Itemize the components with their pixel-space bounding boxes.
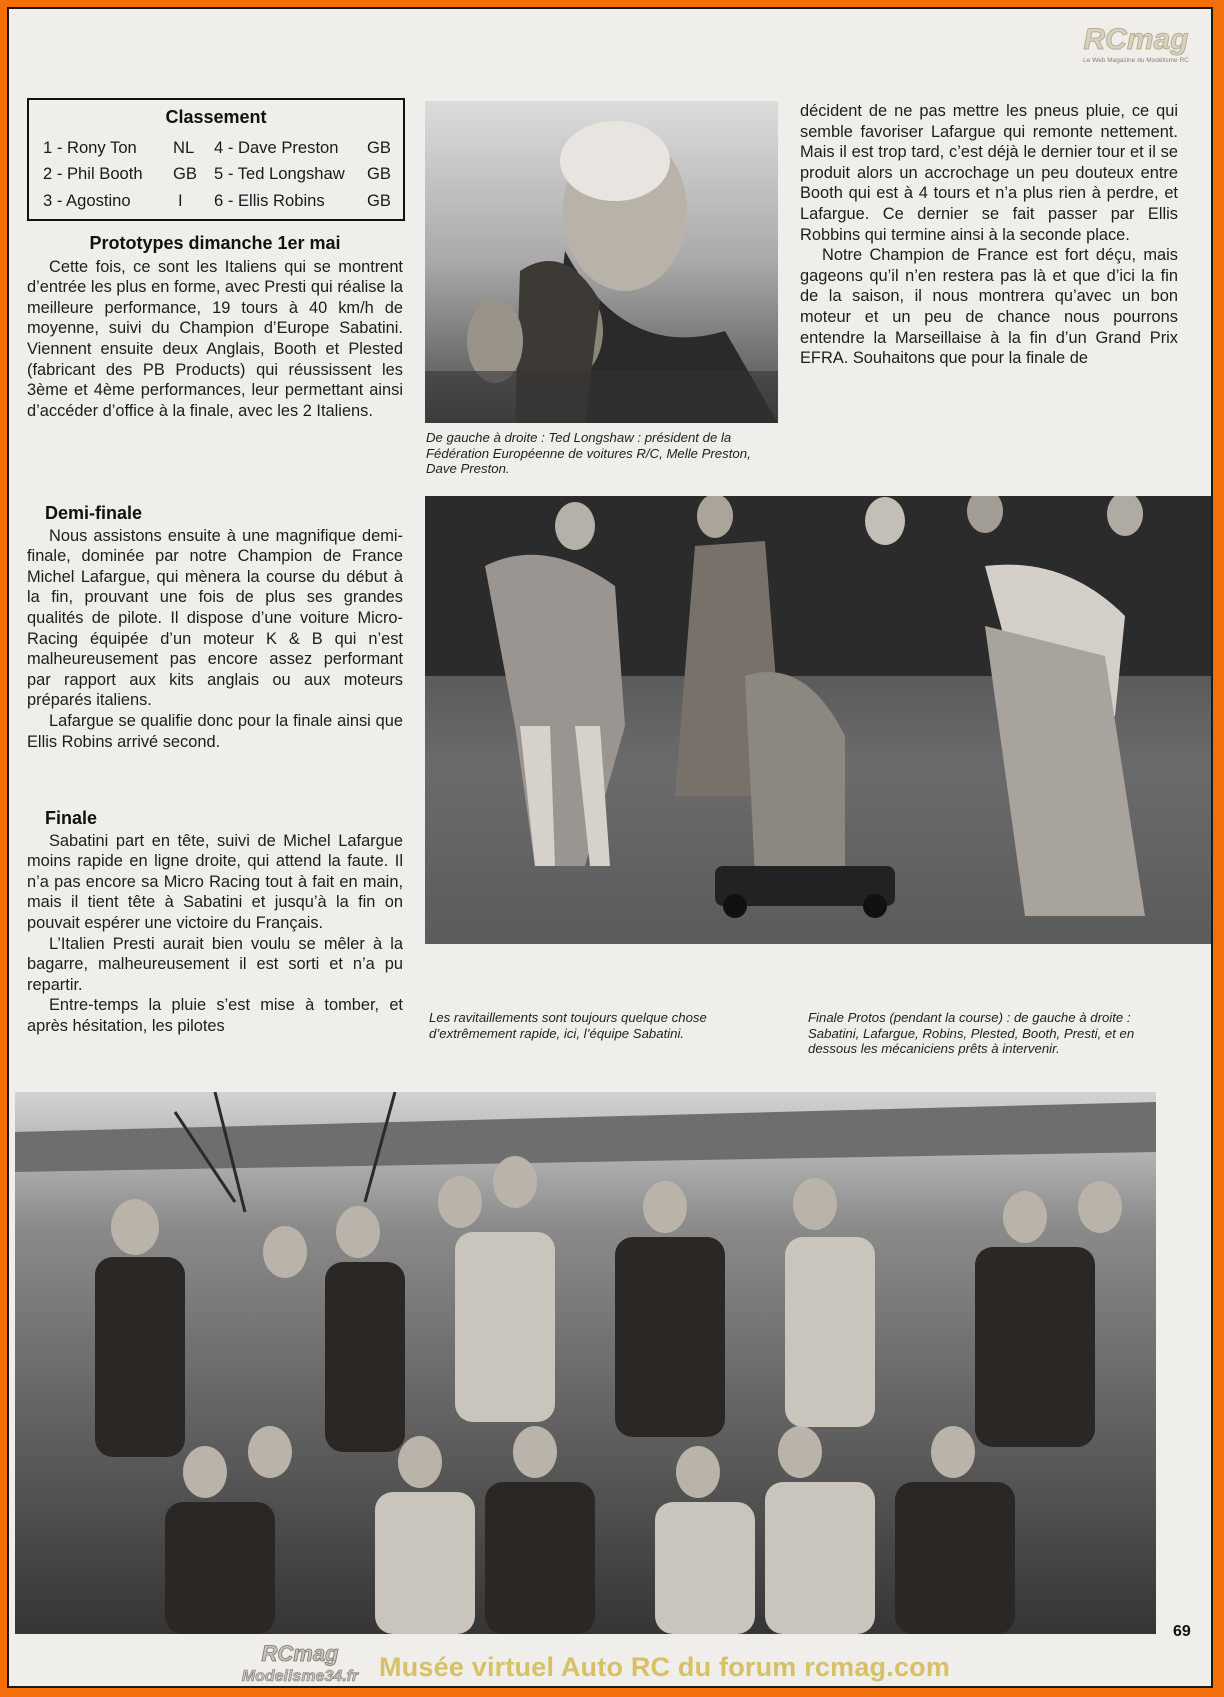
magazine-page (7, 7, 1213, 1688)
ranking-entry: 4 - Dave Preston (214, 138, 339, 157)
drivers-stand-photo (15, 1092, 1156, 1634)
prototypes-heading: Prototypes dimanche 1er mai (89, 233, 341, 253)
finale-heading: Finale (45, 808, 98, 828)
ranking-country: GB (367, 164, 391, 183)
prototypes-section (27, 233, 403, 421)
demi-finale-paragraph: Nous assistons ensuite à une magnifique demi-finale, dominée par notre Champion de France Michel Lafargue, qui mènera la course du début à la fin, prouvant une fois de plus ses grandes qualités de pilote. Il dispose d’une voiture Micro-Racing équipée d’un moteur K & B qui n’est malheureusement pas encore assez performant par rapport aux kits anglais ou aux moteurs préparés italiens. (27, 526, 403, 710)
finale-paragraph: L’Italien Presti aurait bien voulu se mêler à la bagarre, malheureusement il est sorti et n’a pu repartir. (27, 934, 403, 994)
finale-paragraph: Sabatini part en tête, suivi de Michel Lafargue moins rapide en ligne droite, qui attend la faute. Il n’a pas encore sa Micro Racing tout à fait en main, mais il tient tête à Sabatini et jusqu’à la fin on pouvait espérer une victoire du Français. (27, 831, 403, 932)
page-number: 69 (1173, 1623, 1191, 1640)
ranking-country: GB (367, 191, 391, 210)
museum-watermark: Musée virtuel Auto RC du forum rcmag.com (379, 1652, 951, 1682)
ranking-country: GB (173, 164, 197, 183)
pit-stop-photo (425, 496, 1213, 944)
prototypes-paragraph: Cette fois, ce sont les Italiens qui se montrent d’entrée les plus en forme, avec Presti qui réalise la meilleure performance, 19 tours à 40 km/h de moyenne, suivi du Champion d’Europe Sabatini. Viennent ensuite deux Anglais, Booth et Plested (fabricant des PB Products) qui réussissent les 3ème et 4ème performances, leur permettant ainsi d’accéder d’office à la finale, avec les 2 Italiens. (27, 257, 403, 420)
ranking-entry: 3 - Agostino (43, 191, 131, 210)
rcmag-modelisme-logo (215, 1641, 385, 1688)
right-column-text (800, 101, 1178, 369)
ranking-entry: 1 - Rony Ton (43, 138, 137, 157)
ranking-entry: 5 - Ted Longshaw (214, 164, 345, 183)
continued-paragraph: décident de ne pas mettre les pneus pluie, ce qui semble favoriser Lafargue qui remonte nettement. Mais il est trop tard, c’est déjà le dernier tour et il se produit alors un accrochage un peu douteux entre Booth qui est à 4 tours et n’a plus rien à perdre, et Lafargue. Ce dernier se fait passer par Ellis Robbins qui termine ainsi à la seconde place. (800, 102, 1178, 244)
demi-finale-paragraph: Lafargue se qualifie donc pour la finale ainsi que Ellis Robins arrivé second. (27, 711, 403, 751)
ranking-country: GB (367, 138, 391, 157)
ranking-title: Classement (165, 107, 267, 127)
finale-paragraph: Entre-temps la pluie s’est mise à tomber, et après hésitation, les pilotes (27, 996, 403, 1035)
ranking-country: I (178, 191, 183, 210)
ranking-box (27, 98, 405, 221)
rcmag-logo-tagline: Le Web Magazine du Modélisme RC (1083, 57, 1189, 64)
continued-paragraph: Notre Champion de France est fort déçu, mais gageons qu’il n’en restera pas là et que d’ici la fin de la saison, il nous montrera qu’avec un bon moteur et un peu de chance nous pourrons entendre la Marseillaise à la fin d’un Grand Prix EFRA. Souhaitons que pour la finale de (800, 246, 1178, 368)
demi-finale-heading: Demi-finale (45, 503, 143, 523)
rcmag-logo-text: RCmag (1083, 23, 1189, 56)
portrait-photo (425, 101, 778, 423)
pit-stop-caption: Les ravitaillements sont toujours quelque chose d’extrêmement rapide, ici, l’équipe Sabatini. (429, 1010, 707, 1041)
ranking-entry: 6 - Ellis Robins (214, 191, 325, 210)
finale-protos-caption: Finale Protos (pendant la course) : de gauche à droite : Sabatini, Lafargue, Robins, Plested, Booth, Presti, et en dessous les mécaniciens prêts à intervenir. (808, 1010, 1135, 1057)
ranking-entry: 2 - Phil Booth (43, 164, 143, 183)
rcmag-logo (1061, 21, 1211, 65)
demi-finale-section (27, 503, 403, 752)
finale-section (27, 808, 403, 1037)
modelisme34-watermark-text: Modelisme34.fr (241, 1668, 359, 1685)
rcmag-watermark-text: RCmag (261, 1641, 339, 1666)
ranking-country: NL (173, 138, 195, 157)
portrait-caption: De gauche à droite : Ted Longshaw : président de la Fédération Européenne de voitures R/C, Melle Preston, Dave Preston. (426, 430, 751, 477)
